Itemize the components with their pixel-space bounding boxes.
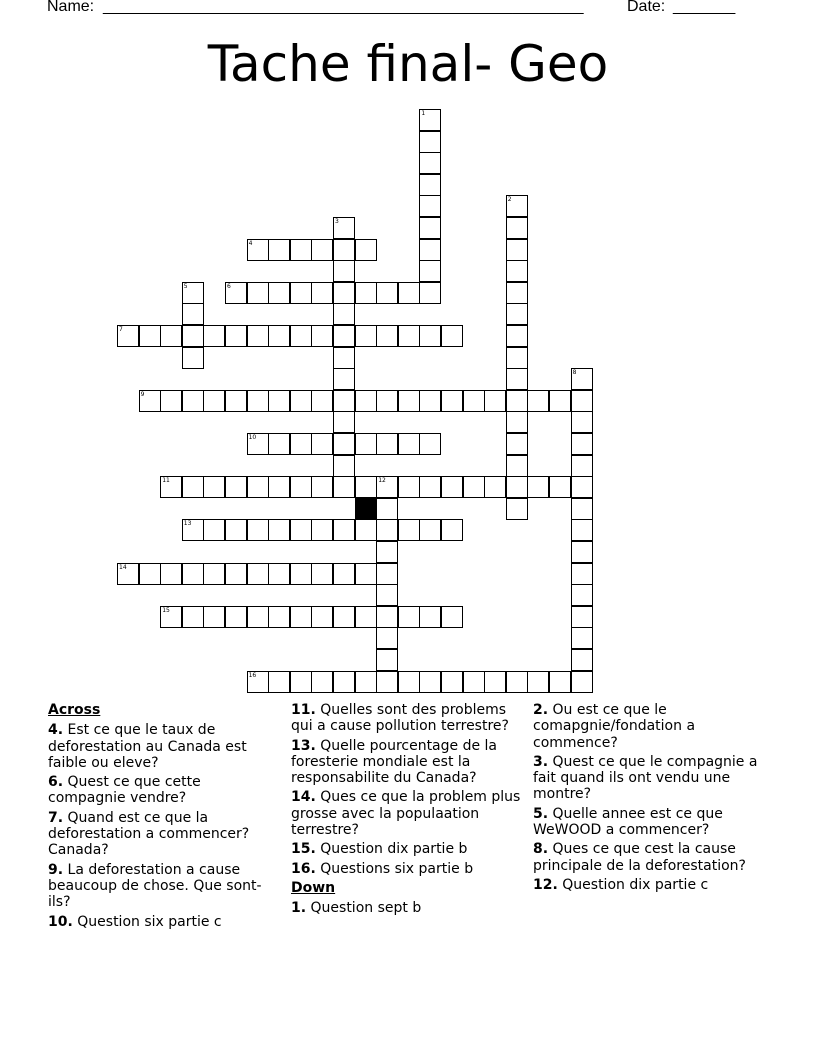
grid-cell[interactable]: [355, 519, 377, 541]
grid-cell[interactable]: [182, 303, 204, 325]
grid-cell[interactable]: [355, 606, 377, 628]
grid-clue-number: 2: [507, 196, 512, 204]
grid-cell[interactable]: [506, 433, 528, 455]
grid-cell[interactable]: [311, 519, 333, 541]
grid-cell[interactable]: [203, 519, 225, 541]
grid-cell[interactable]: [333, 563, 355, 585]
grid-cell[interactable]: [355, 239, 377, 261]
clue-across-11: 11. Quelles sont des problems qui a cause pollution terrestre?: [291, 702, 509, 735]
grid-cell[interactable]: [225, 390, 247, 412]
middle-clues-column: [291, 702, 531, 920]
grid-cell[interactable]: [441, 671, 463, 693]
grid-cell[interactable]: [203, 476, 225, 498]
grid-cell[interactable]: [571, 476, 593, 498]
grid-cell[interactable]: [463, 476, 485, 498]
grid-cell[interactable]: [398, 390, 420, 412]
grid-clue-number: 16: [248, 671, 257, 679]
down-clues-column: [533, 702, 768, 896]
grid-cell[interactable]: [419, 325, 441, 347]
grid-cell[interactable]: [333, 282, 355, 304]
clue-down-12: 12. Question dix partie c: [533, 876, 709, 893]
grid-clue-number: 3: [335, 218, 339, 225]
grid-cell[interactable]: [268, 606, 290, 628]
grid-cell[interactable]: [506, 498, 528, 520]
clue-across-4: 4. Est ce que le taux de deforestation au Canada est faible ou eleve?: [48, 722, 247, 771]
grid-cell[interactable]: [571, 455, 593, 477]
grid-clue-number: 8: [572, 369, 577, 377]
grid-cell[interactable]: [333, 368, 355, 390]
grid-cell[interactable]: [203, 606, 225, 628]
grid-cell[interactable]: [355, 476, 377, 498]
grid-cell[interactable]: [333, 325, 355, 347]
grid-cell[interactable]: [441, 390, 463, 412]
grid-cell[interactable]: [355, 563, 377, 585]
grid-cell[interactable]: [182, 606, 204, 628]
grid-cell[interactable]: [527, 671, 549, 693]
grid-cell[interactable]: [506, 347, 528, 369]
grid-cell[interactable]: [247, 476, 269, 498]
grid-cell[interactable]: [311, 325, 333, 347]
grid-cell[interactable]: [139, 325, 161, 347]
black-square: [355, 498, 377, 520]
grid-cell[interactable]: [571, 649, 593, 671]
grid-cell[interactable]: [203, 563, 225, 585]
grid-cell[interactable]: [419, 174, 441, 196]
grid-cell[interactable]: [160, 563, 182, 585]
grid-cell[interactable]: [333, 606, 355, 628]
grid-cell[interactable]: [376, 584, 398, 606]
grid-cell[interactable]: [376, 325, 398, 347]
grid-cell[interactable]: [290, 671, 312, 693]
grid-cell[interactable]: [203, 325, 225, 347]
grid-cell[interactable]: [484, 390, 506, 412]
grid-cell[interactable]: [182, 563, 204, 585]
grid-cell[interactable]: [225, 563, 247, 585]
grid-cell[interactable]: [419, 671, 441, 693]
grid-cell[interactable]: [311, 476, 333, 498]
grid-clue-number: 5: [183, 282, 188, 290]
grid-cell[interactable]: [398, 282, 420, 304]
grid-cell[interactable]: [506, 411, 528, 433]
clue-across-6: 6. Quest ce que cette compagnie vendre?: [48, 774, 201, 807]
grid-cell[interactable]: [419, 390, 441, 412]
grid-clue-number: 15: [162, 606, 170, 614]
grid-cell[interactable]: [571, 541, 593, 563]
grid-cell[interactable]: [290, 476, 312, 498]
grid-cell[interactable]: [571, 627, 593, 649]
grid-cell[interactable]: [225, 476, 247, 498]
grid-cell[interactable]: [225, 325, 247, 347]
grid-cell[interactable]: [139, 563, 161, 585]
grid-cell[interactable]: [441, 519, 463, 541]
grid-cell[interactable]: [506, 671, 528, 693]
grid-cell[interactable]: [419, 131, 441, 153]
grid-cell[interactable]: [203, 390, 225, 412]
page-title: Tache final- Geo: [207, 35, 609, 93]
grid-clue-number: 13: [183, 520, 192, 528]
grid-cell[interactable]: [398, 671, 420, 693]
grid-cell[interactable]: [268, 563, 290, 585]
clue-down-1: 1. Question sept b: [291, 900, 422, 917]
grid-cell[interactable]: [225, 519, 247, 541]
grid-cell[interactable]: [463, 390, 485, 412]
grid-cell[interactable]: [571, 411, 593, 433]
grid-clue-number: 6: [227, 282, 231, 290]
grid-cell[interactable]: [419, 433, 441, 455]
grid-cell[interactable]: [398, 476, 420, 498]
grid-clue-number: 4: [248, 239, 253, 247]
grid-cell[interactable]: [247, 390, 269, 412]
grid-cell[interactable]: [376, 563, 398, 585]
grid-cell[interactable]: [247, 325, 269, 347]
grid-cell[interactable]: [333, 433, 355, 455]
clue-across-14: 14. Ques ce que la problem plus grosse avec la populaation terrestre?: [291, 789, 521, 839]
grid-cell[interactable]: [571, 519, 593, 541]
grid-cell[interactable]: [376, 671, 398, 693]
grid-cell[interactable]: [376, 627, 398, 649]
grid-cell[interactable]: [268, 519, 290, 541]
grid-cell[interactable]: [419, 152, 441, 174]
grid-cell[interactable]: [160, 325, 182, 347]
grid-cell[interactable]: [182, 347, 204, 369]
grid-cell[interactable]: [290, 325, 312, 347]
clue-across-9: 9. La deforestation a cause beaucoup de chose. Que sont-ils?: [48, 861, 262, 911]
grid-cell[interactable]: [311, 390, 333, 412]
grid-cell[interactable]: [160, 390, 182, 412]
down-heading: Down: [291, 879, 336, 896]
grid-cell[interactable]: [419, 282, 441, 304]
grid-cell[interactable]: [333, 347, 355, 369]
grid-cell[interactable]: [398, 606, 420, 628]
grid-cell[interactable]: [419, 260, 441, 282]
name-blank[interactable]: ______________________________________________________: [103, 0, 584, 15]
grid-cell[interactable]: [290, 606, 312, 628]
grid-cell[interactable]: [376, 498, 398, 520]
grid-cell[interactable]: [182, 390, 204, 412]
grid-cell[interactable]: [506, 390, 528, 412]
grid-clue-number: 7: [119, 326, 123, 333]
grid-cell[interactable]: [355, 390, 377, 412]
grid-cell[interactable]: [441, 325, 463, 347]
clue-across-13: 13. Quelle pourcentage de la foresterie mondiale est la responsabilite du Canada?: [291, 737, 498, 787]
grid-cell[interactable]: [333, 303, 355, 325]
grid-cell[interactable]: [355, 671, 377, 693]
grid-cell[interactable]: [311, 671, 333, 693]
date-label: Date:: [627, 0, 666, 15]
grid-cell[interactable]: [376, 649, 398, 671]
grid-cell[interactable]: [506, 217, 528, 239]
grid-cell[interactable]: [311, 606, 333, 628]
grid-cell[interactable]: [441, 476, 463, 498]
grid-cell[interactable]: [333, 455, 355, 477]
grid-cell[interactable]: [398, 325, 420, 347]
grid-clue-number: 11: [162, 477, 170, 485]
grid-cell[interactable]: [549, 390, 571, 412]
grid-cell[interactable]: [268, 239, 290, 261]
grid-cell[interactable]: [268, 325, 290, 347]
grid-cell[interactable]: [355, 282, 377, 304]
grid-cell[interactable]: [333, 390, 355, 412]
grid-cell[interactable]: [247, 606, 269, 628]
grid-cell[interactable]: [506, 303, 528, 325]
grid-cell[interactable]: [571, 584, 593, 606]
grid-cell[interactable]: [333, 671, 355, 693]
clue-down-5: 5. Quelle annee est ce que WeWOOD a commencer?: [533, 805, 723, 839]
grid-cell[interactable]: [311, 282, 333, 304]
grid-cell[interactable]: [376, 433, 398, 455]
clue-down-8: 8. Ques ce que cest la cause principale de la deforestation?: [533, 841, 746, 874]
grid-cell[interactable]: [290, 239, 312, 261]
grid-cell[interactable]: [376, 282, 398, 304]
grid-clue-number: 10: [248, 434, 257, 441]
grid-cell[interactable]: [268, 433, 290, 455]
grid-cell[interactable]: [506, 476, 528, 498]
grid-cell[interactable]: [571, 671, 593, 693]
grid-cell[interactable]: [268, 282, 290, 304]
grid-cell[interactable]: [333, 476, 355, 498]
date-blank[interactable]: _______: [673, 0, 736, 15]
grid-cell[interactable]: [571, 563, 593, 585]
grid-clue-number: 1: [421, 110, 426, 117]
grid-cell[interactable]: [506, 282, 528, 304]
grid-cell[interactable]: [549, 476, 571, 498]
grid-cell[interactable]: [571, 606, 593, 628]
grid-cell[interactable]: [506, 239, 528, 261]
grid-cell[interactable]: [311, 433, 333, 455]
grid-cell[interactable]: [311, 563, 333, 585]
grid-cell[interactable]: [268, 671, 290, 693]
grid-cell[interactable]: [506, 455, 528, 477]
grid-cell[interactable]: [463, 671, 485, 693]
grid-cell[interactable]: [290, 563, 312, 585]
grid-cell[interactable]: [333, 239, 355, 261]
grid-cell[interactable]: [571, 390, 593, 412]
clue-across-15: 15. Question dix partie b: [291, 841, 468, 858]
grid-cell[interactable]: [333, 519, 355, 541]
grid-cell[interactable]: [247, 519, 269, 541]
grid-cell[interactable]: [419, 606, 441, 628]
grid-cell[interactable]: [506, 325, 528, 347]
grid-cell[interactable]: [419, 195, 441, 217]
clue-down-2: 2. Ou est ce que le comapgnie/fondation a commence?: [533, 702, 696, 751]
grid-cell[interactable]: [290, 519, 312, 541]
grid-cell[interactable]: [290, 390, 312, 412]
grid-cell[interactable]: [484, 671, 506, 693]
grid-cell[interactable]: [419, 239, 441, 261]
grid-cell[interactable]: [506, 368, 528, 390]
grid-cell[interactable]: [571, 498, 593, 520]
grid-cell[interactable]: [290, 433, 312, 455]
grid-cell[interactable]: [182, 476, 204, 498]
name-label: Name:: [47, 0, 95, 15]
grid-clue-number: 9: [140, 390, 145, 398]
grid-cell[interactable]: [419, 217, 441, 239]
grid-cell[interactable]: [333, 411, 355, 433]
grid-cell[interactable]: [225, 606, 247, 628]
grid-cell[interactable]: [484, 476, 506, 498]
grid-cell[interactable]: [549, 671, 571, 693]
grid-cell[interactable]: [268, 476, 290, 498]
grid-cell[interactable]: [527, 476, 549, 498]
grid-cell[interactable]: [419, 519, 441, 541]
grid-clue-number: 14: [119, 563, 127, 571]
grid-cell[interactable]: [355, 325, 377, 347]
grid-clue-number: 12: [378, 477, 386, 485]
across-clues-column: [48, 702, 278, 933]
grid-cell[interactable]: [506, 260, 528, 282]
grid-cell[interactable]: [398, 519, 420, 541]
grid-cell[interactable]: [182, 325, 204, 347]
grid-cell[interactable]: [333, 260, 355, 282]
grid-cell[interactable]: [355, 433, 377, 455]
grid-cell[interactable]: [376, 606, 398, 628]
grid-cell[interactable]: [441, 606, 463, 628]
grid-cell[interactable]: [571, 433, 593, 455]
across-heading: Across: [48, 702, 101, 718]
clue-across-10: 10. Question six partie c: [48, 913, 222, 930]
grid-cell[interactable]: [376, 541, 398, 563]
clue-across-7: 7. Quand est ce que la deforestation a commencer? Canada?: [48, 809, 250, 859]
grid-cell[interactable]: [376, 390, 398, 412]
grid-cell[interactable]: [419, 476, 441, 498]
grid-cell[interactable]: [268, 390, 290, 412]
grid-cell[interactable]: [527, 390, 549, 412]
grid-cell[interactable]: [247, 282, 269, 304]
grid-cell[interactable]: [311, 239, 333, 261]
grid-cell[interactable]: [290, 282, 312, 304]
clue-across-16: 16. Questions six partie b: [291, 860, 474, 877]
grid-cell[interactable]: [376, 519, 398, 541]
clue-down-3: 3. Quest ce que le compagnie a fait quand ils ont vendu une montre?: [533, 753, 758, 803]
grid-cell[interactable]: [247, 563, 269, 585]
grid-cell[interactable]: [398, 433, 420, 455]
